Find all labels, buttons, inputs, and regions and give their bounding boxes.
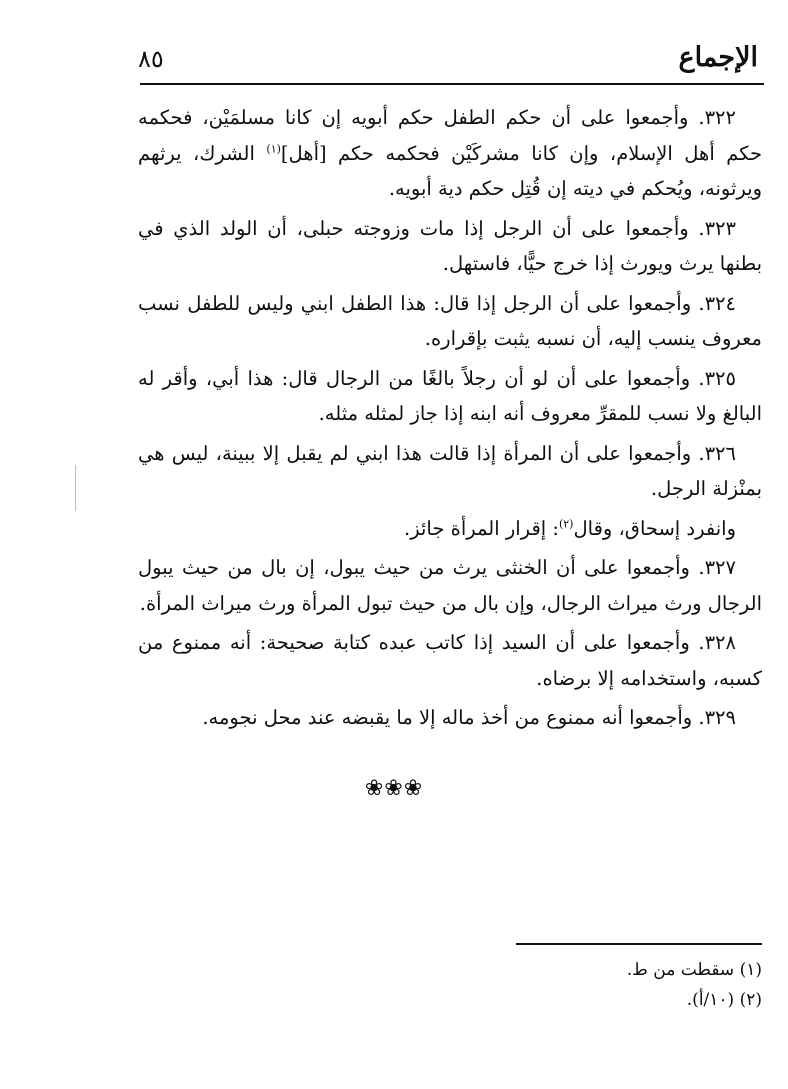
header-rule — [140, 83, 764, 85]
body-text — [138, 100, 762, 740]
running-title: الإجماع — [678, 42, 758, 73]
page-number: ٨٥ — [138, 45, 164, 73]
paragraph-text: ٣٢٨. وأجمعوا على أن السيد إذا كاتب عبده كتابة صحيحة: أنه ممنوع من كسبه، واستخدامه إلا برضاه. — [138, 631, 762, 690]
paragraph-327 — [138, 550, 762, 621]
footnote-ref: (١) — [266, 142, 281, 155]
footnote-rule — [516, 943, 762, 945]
section-end-ornament: ❀❀❀ — [364, 776, 424, 801]
paragraph-325 — [138, 361, 762, 432]
paragraph-326 — [138, 436, 762, 507]
paragraph-text: وانفرد إسحاق، وقال — [573, 516, 736, 540]
paragraph-text: ٣٢٦. وأجمعوا على أن المرأة إذا قالت هذا ابني لم يقبل إلا ببينة، ليس هي بمنْزلة الرجل. — [138, 441, 762, 500]
footnote-1: (١) سقطت من ط. — [626, 960, 762, 980]
paragraph-text: ٣٢٩. وأجمعوا أنه ممنوع من أخذ ماله إلا ما يقبضه عند محل نجومه. — [202, 706, 736, 729]
paragraph-324 — [138, 286, 762, 357]
paragraph-323 — [138, 211, 762, 282]
paragraph-322 — [138, 100, 762, 207]
paragraph-text: ٣٢٢. وأجمعوا على أن حكم الطفل حكم أبويه إن كانا مسلمَيْن، فحكمه حكم أهل الإسلام، وإن كانا مشركَيْن فحكمه حكم [أهل] — [138, 106, 762, 165]
paragraph-text: ٣٢٣. وأجمعوا على أن الرجل إذا مات وزوجته حبلى، أن الولد الذي في بطنها يرث ويورث إذا خرج حيًّا، فاستهل. — [138, 216, 762, 275]
paragraph-text: ٣٢٤. وأجمعوا على أن الرجل إذا قال: هذا الطفل ابني وليس للطفل نسب معروف ينسب إليه، أن نسبه يثبت بإقراره. — [138, 291, 762, 350]
paragraph-ishaq-note — [138, 511, 762, 547]
footnotes — [362, 955, 762, 1015]
margin-mark — [75, 465, 76, 511]
paragraph-329 — [138, 700, 762, 736]
paragraph-text: ٣٢٧. وأجمعوا على أن الخنثى يرث من حيث يبول، إن بال من حيث يبول الرجال ورث ميراث الرجال، وإن بال من حيث تبول المرأة ورث ميراث المرأة. — [138, 556, 762, 615]
footnote-ref: (٢) — [558, 517, 574, 530]
paragraph-text: : إقرار المرأة جائز. — [404, 516, 559, 540]
paragraph-text: ٣٢٥. وأجمعوا على أن لو أن رجلاً بالغًا من الرجال قال: هذا أبي، وأقر له البالغ ولا نسب للمقرِّ معروف أنه ابنه إذا جاز لمثله مثله. — [138, 366, 762, 425]
paragraph-328 — [138, 625, 762, 696]
footnote-2: (٢) (١٠/أ). — [686, 990, 762, 1010]
paragraph-text: الشرك، يرثهم ويرثونه، ويُحكم في ديته إن قُتِل حكم دية أبويه. — [138, 141, 762, 200]
